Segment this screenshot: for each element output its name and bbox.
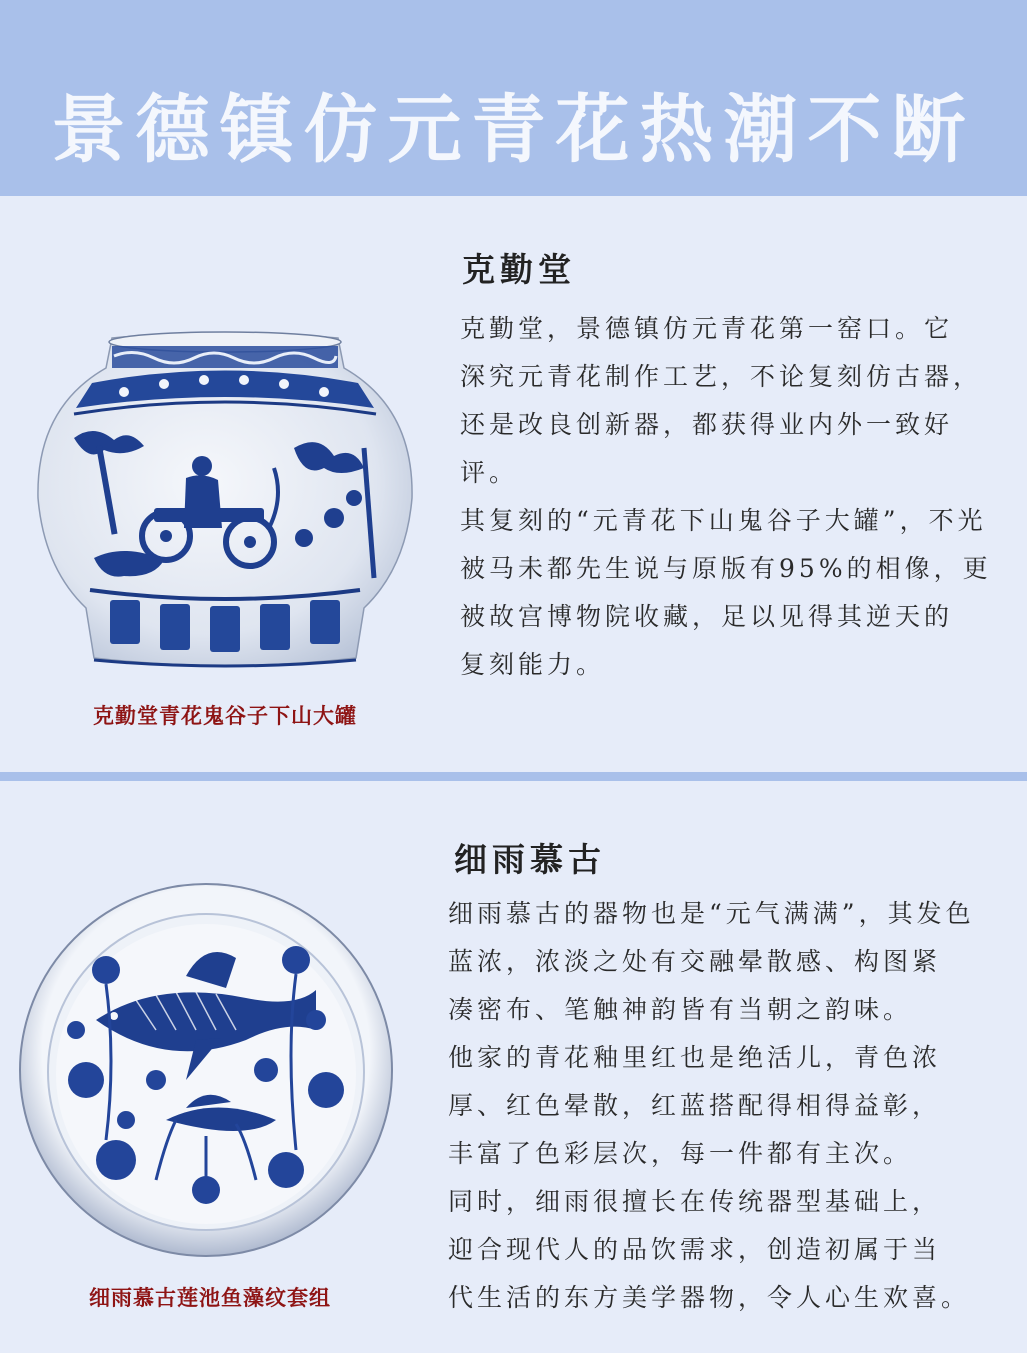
paragraph-line: 复刻能力。	[460, 650, 606, 679]
section-heading-xiyumugu: 细雨慕古	[454, 840, 606, 879]
section-heading-keqintang: 克勤堂	[462, 250, 576, 289]
paragraph-line: 还是改良创新器，都获得业内外一致好	[460, 410, 954, 439]
paragraph-line: 丰富了色彩层次，每一件都有主次。	[448, 1139, 913, 1168]
jar-caption: 克勤堂青花鬼谷子下山大罐	[93, 703, 357, 728]
paragraph-line: 克勤堂，景德镇仿元青花第一窑口。它	[460, 314, 954, 343]
plate-image	[16, 880, 396, 1260]
paragraph-line: 同时，细雨很擅长在传统器型基础上，	[448, 1187, 942, 1216]
paragraph-line: 蓝浓，浓淡之处有交融晕散感、构图紧	[448, 947, 942, 976]
paragraph-line: 评。	[460, 458, 519, 487]
paragraph-line: 深究元青花制作工艺，不论复刻仿古器，	[460, 362, 983, 391]
paragraph-line: 其复刻的“元青花下山鬼谷子大罐”，不光	[460, 506, 987, 535]
page-title: 景德镇仿元青花热潮不断	[51, 87, 976, 173]
paragraph-line: 代生活的东方美学器物，令人心生欢喜。	[448, 1283, 971, 1312]
paragraph-line: 被故宫博物院收藏，足以见得其逆天的	[460, 602, 954, 631]
jar-image	[34, 328, 416, 670]
paragraph-line: 凑密布、笔触神韵皆有当朝之韵味。	[448, 995, 913, 1024]
plate-caption: 细雨慕古莲池鱼藻纹套组	[89, 1285, 331, 1310]
paragraph-line: 厚、红色晕散，红蓝搭配得相得益彰，	[448, 1091, 942, 1120]
paragraph-line: 他家的青花釉里红也是绝活儿，青色浓	[448, 1043, 942, 1072]
header-banner	[0, 0, 1027, 196]
section-divider	[0, 772, 1027, 781]
paragraph-line: 细雨慕古的器物也是“元气满满”，其发色	[448, 899, 975, 928]
paragraph-line: 迎合现代人的品饮需求，创造初属于当	[448, 1235, 942, 1264]
paragraph-line: 被马未都先生说与原版有95%的相像，更	[460, 554, 992, 583]
